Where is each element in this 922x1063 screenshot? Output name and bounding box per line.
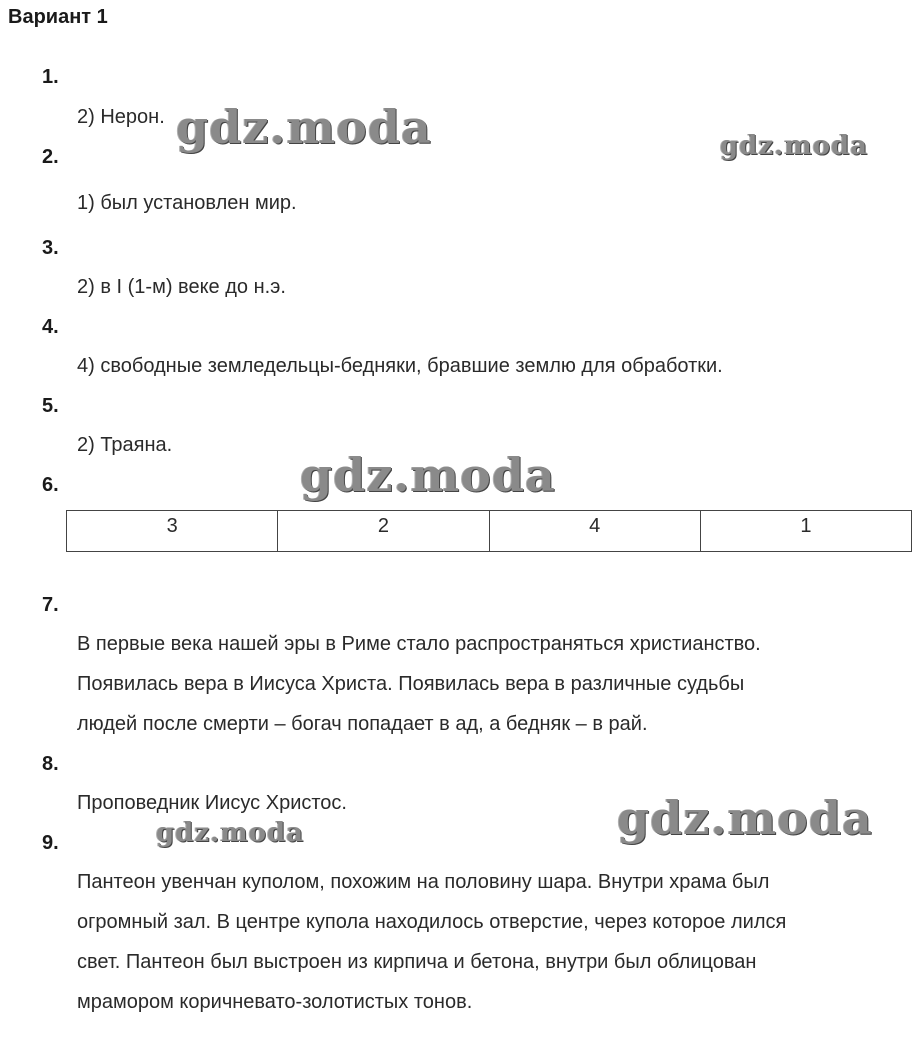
answer-9 [77, 862, 907, 1022]
question-number-9: 9. [42, 832, 59, 854]
answer-7 [77, 624, 907, 744]
watermark-logo: gdz.moda [156, 818, 305, 848]
answer-7-line: Появилась вера в Иисуса Христа. Появилась вера в различные судьбы [77, 673, 745, 695]
answer-9-line: огромный зал. В центре купола находилось отверстие, через которое лился [77, 911, 787, 933]
question-number-2: 2. [42, 146, 59, 168]
answer-9-line: Пантеон увенчан куполом, похожим на половину шара. Внутри храма был [77, 871, 770, 893]
question-number-6: 6. [42, 474, 59, 496]
table-cell: 2 [278, 511, 489, 552]
question-number-4: 4. [42, 316, 59, 338]
question-number-1: 1. [42, 66, 59, 88]
answer-8: Проповедник Иисус Христос. [77, 792, 347, 814]
answer-9-line: мрамором коричневато-золотистых тонов. [77, 991, 473, 1013]
sequence-table [66, 510, 912, 552]
answer-5: 2) Траяна. [77, 434, 173, 456]
answer-1: 2) Нерон. [77, 106, 165, 128]
question-number-7: 7. [42, 594, 59, 616]
answer-7-line: людей после смерти – богач попадает в ад, а бедняк – в рай. [77, 713, 648, 735]
answer-7-line: В первые века нашей эры в Риме стало распространяться христианство. [77, 633, 761, 655]
page-title: Вариант 1 [8, 6, 108, 28]
answer-2: 1) был установлен мир. [77, 192, 297, 214]
table-cell: 1 [700, 511, 911, 552]
watermark-logo: gdz.moda [176, 100, 432, 154]
answer-9-line: свет. Пантеон был выстроен из кирпича и бетона, внутри был облицован [77, 951, 757, 973]
table-row [67, 511, 912, 552]
watermark-logo: gdz.moda [617, 791, 873, 845]
question-number-3: 3. [42, 237, 59, 259]
question-number-5: 5. [42, 395, 59, 417]
answer-3: 2) в I (1-м) веке до н.э. [77, 276, 286, 298]
answer-4: 4) свободные земледельцы-бедняки, бравшие землю для обработки. [77, 355, 723, 377]
table-cell: 4 [489, 511, 700, 552]
watermark-logo: gdz.moda [720, 131, 869, 161]
watermark-logo: gdz.moda [300, 448, 556, 502]
table-cell: 3 [67, 511, 278, 552]
question-number-8: 8. [42, 753, 59, 775]
